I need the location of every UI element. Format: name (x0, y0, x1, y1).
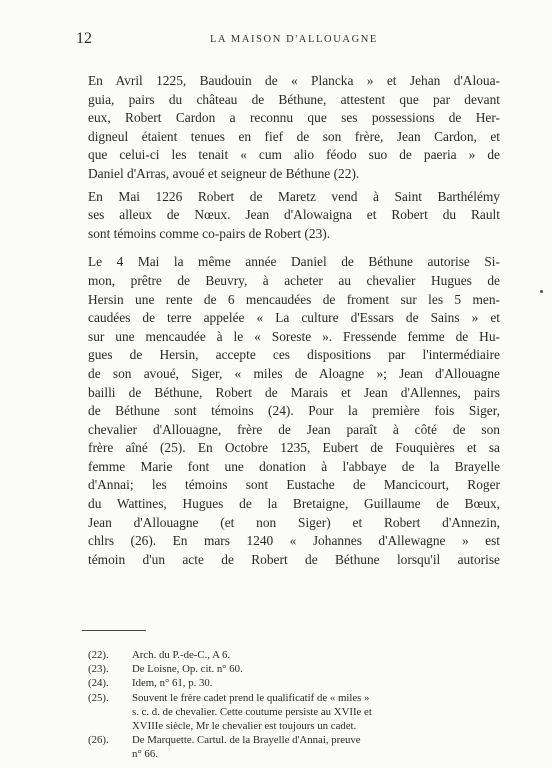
text-line: mon, prêtre de Beuvry, à acheter au chevalier Hugues de (88, 272, 500, 288)
footnote-number: (22). (88, 649, 109, 661)
footnotes (88, 648, 500, 762)
text-line: du Wattines, Hugues de la Bretaigne, Guillaume de Bœux, (88, 496, 500, 512)
text-line: que celui-ci les tenait « cum alio féodo suo de paeria » de (88, 147, 500, 163)
text-line: de Béthune sont témoins (24). Pour la première fois Siger, (88, 403, 500, 419)
page-number: 12 (76, 30, 92, 47)
footnote-text: n° 66. (132, 748, 158, 761)
paragraph-3 (88, 253, 500, 569)
footnote-number: (26). (88, 734, 109, 747)
text-line: En Avril 1225, Baudouin de « Plancka » et Jehan d'Aloua- (88, 73, 500, 88)
footnote-text: XVIIIe siècle, Mr le chevalier est toujours un cadet. (132, 720, 357, 733)
text-line: chlrs (26). En mars 1240 « Johannes d'Allewagne » est (88, 533, 500, 549)
footnote-text: Souvent le frère cadet prend le qualificatif de « miles » (132, 691, 370, 704)
footnote-text: Arch. du P.-de-C., A 6. (132, 649, 231, 661)
paragraph-2 (88, 188, 500, 244)
text-line: Daniel d'Arras, avoué et seigneur de Béthune (22). (88, 165, 360, 181)
footnote-22 (88, 648, 500, 662)
text-line: eux, Robert Cardon a reconnu que ses possessions de Her- (88, 110, 500, 126)
paper-speck (540, 290, 543, 293)
text-line: En Mai 1226 Robert de Maretz vend à Saint Barthélémy (88, 188, 500, 204)
running-title: LA MAISON D'ALLOUAGNE (210, 34, 378, 45)
text-line: de son avoué, Siger, « miles de Aloagne »; Jean d'Allouagne (88, 365, 500, 381)
text-line: témoin d'un acte de Robert de Béthune lorsqu'il autorise (88, 551, 500, 567)
body-text (88, 72, 500, 579)
text-line: frère aîné (25). En Octobre 1235, Eubert de Fouquières et sa (88, 440, 500, 456)
footnote-text: De Marquette. Cartul. de la Brayelle d'Annai, preuve (132, 734, 361, 747)
footnote-separator (82, 630, 146, 631)
text-line: sur une mencaudée à le « Soreste ». Fressende femme de Hu- (88, 328, 500, 344)
text-line: femme Marie font une donation à l'abbaye de la Brayelle (88, 458, 500, 474)
footnote-text: Idem, n° 61, p. 30. (132, 677, 213, 690)
footnote-24 (88, 676, 500, 690)
text-line: chevalier d'Allouagne, frère de Jean paraît à côté de son (88, 421, 500, 437)
page-header (76, 30, 512, 52)
text-line: guia, pairs du château de Béthune, attestent que par devant (88, 91, 500, 107)
text-line: d'Annai; les témoins sont Eustache de Mancicourt, Roger (88, 477, 500, 493)
footnote-text: De Loisne, Op. cit. n° 60. (132, 663, 243, 676)
text-line: Le 4 Mai la même année Daniel de Béthune autorise Si- (88, 254, 500, 270)
text-line: ses alleux de Nœux. Jean d'Alowaigna et Robert du Rault (88, 207, 500, 223)
footnote-number: (24). (88, 677, 109, 690)
footnote-number: (23). (88, 663, 109, 676)
text-line: sont témoins comme co-pairs de Robert (23). (88, 225, 331, 241)
paragraph-1 (88, 72, 500, 184)
text-line: gues de Hersin, accepte ces dispositions par l'intermédiaire (88, 347, 500, 363)
footnote-26 (88, 733, 500, 761)
footnote-23 (88, 662, 500, 676)
text-line: digneul étaient tenues en fief de son frère, Jean Cardon, et (88, 128, 500, 144)
text-line: Jean d'Allouagne (et non Siger) et Robert d'Annezin, (88, 514, 500, 530)
text-line: caudées de terre appelée « La culture d'Essars de Sains » et (88, 310, 500, 326)
text-line: Hersin une rente de 6 mencaudées de froment sur les 5 men- (88, 291, 500, 307)
footnote-number: (25). (88, 691, 109, 704)
footnote-25 (88, 691, 500, 734)
footnote-text: s. c. d. de chevalier. Cette coutume persiste au XVIIe et (132, 705, 372, 718)
text-line: bailli de Béthune, Robert de Marais et Jean d'Allennes, pairs (88, 384, 500, 400)
